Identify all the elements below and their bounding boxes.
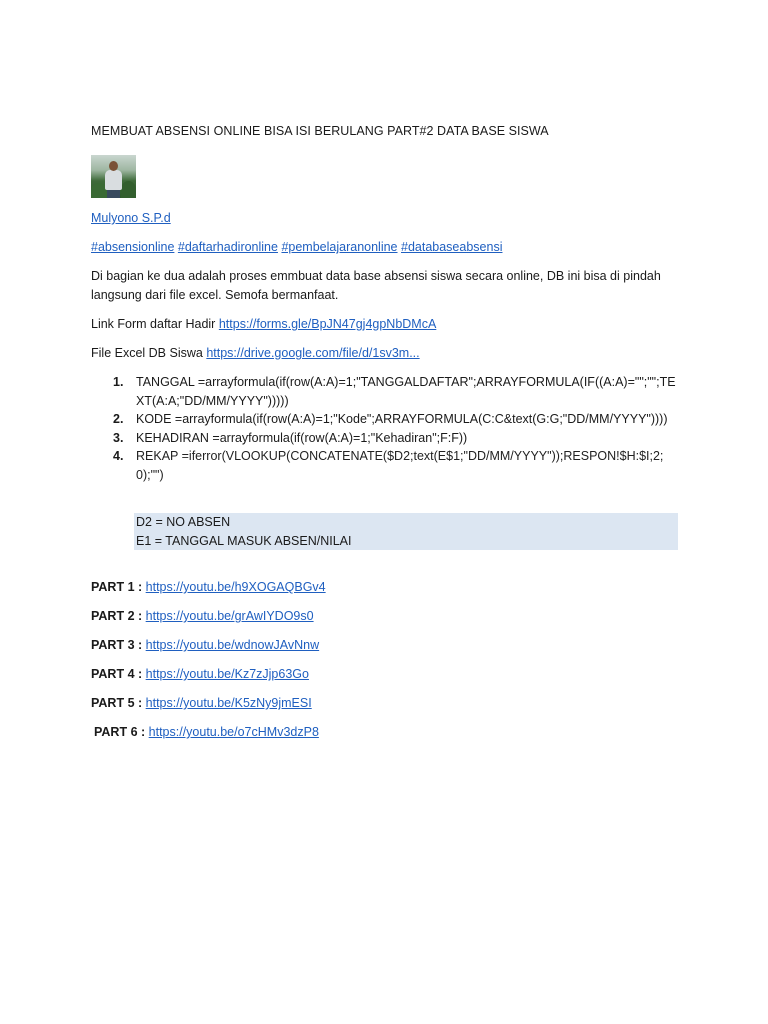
list-item-number: 1.	[113, 375, 124, 389]
part-label: PART 1 :	[91, 580, 143, 594]
part-row	[91, 609, 314, 623]
part-link[interactable]: https://youtu.be/K5zNy9jmESI	[145, 696, 312, 710]
part-label: PART 4 :	[91, 667, 143, 681]
list-item-text: TANGGAL =arrayformula(if(row(A:A)=1;"TANGGALDAFTAR";ARRAYFORMULA(IF((A:A)="";"";TEXT(A:A;"DD/MM/YYYY")))))	[136, 375, 676, 408]
part-link[interactable]: https://youtu.be/o7cHMv3dzP8	[148, 725, 319, 739]
hashtag-link[interactable]: #daftarhadironline	[177, 240, 278, 254]
list-item-number: 3.	[113, 430, 124, 445]
form-link-label: Link Form daftar Hadir	[91, 317, 216, 331]
part-label: PART 5 :	[91, 696, 143, 710]
part-label: PART 6 :	[94, 725, 146, 739]
part-row	[91, 667, 309, 681]
part-link[interactable]: https://youtu.be/Kz7zJjp63Go	[145, 667, 309, 681]
list-item-text: REKAP =iferror(VLOOKUP(CONCATENATE($D2;text(E$1;"DD/MM/YYYY"));RESPON!$H:$I;2;0);"")	[136, 449, 664, 482]
note-line: E1 = TANGGAL MASUK ABSEN/NILAI	[136, 533, 352, 548]
part-link[interactable]: https://youtu.be/grAwIYDO9s0	[145, 609, 314, 623]
author-link[interactable]: Mulyono S.P.d	[91, 211, 171, 225]
part-row	[91, 580, 326, 594]
note-box	[134, 513, 678, 550]
part-row	[91, 638, 319, 652]
list-item	[91, 410, 681, 429]
hashtag-link[interactable]: #databaseabsensi	[401, 240, 503, 254]
formula-list	[91, 373, 681, 484]
part-label: PART 3 :	[91, 638, 143, 652]
form-link-row	[91, 315, 436, 334]
part-link[interactable]: https://youtu.be/wdnowJAvNnw	[145, 638, 320, 652]
avatar-figure-head	[109, 161, 118, 171]
part-row	[91, 696, 312, 710]
intro-paragraph-line-1: Di bagian ke dua adalah proses emmbuat data base absensi siswa secara online, DB ini bisa di pindah	[91, 269, 661, 283]
hashtag-link[interactable]: #absensionline	[91, 240, 175, 254]
hashtag-row	[91, 238, 502, 257]
list-item	[91, 447, 681, 484]
page-title: MEMBUAT ABSENSI ONLINE BISA ISI BERULANG PART#2 DATA BASE SISWA	[91, 124, 549, 138]
part-row	[94, 725, 319, 739]
excel-link-row	[91, 344, 420, 363]
list-item-text: KEHADIRAN =arrayformula(if(row(A:A)=1;"Kehadiran";F:F))	[136, 430, 468, 445]
excel-link-label: File Excel DB Siswa	[91, 346, 203, 360]
form-link[interactable]: https://forms.gle/BpJN47gj4gpNbDMcA	[218, 317, 437, 331]
avatar-background-shrub	[121, 181, 136, 198]
list-item-number: 2.	[113, 412, 124, 426]
list-item	[91, 373, 681, 410]
excel-link[interactable]: https://drive.google.com/file/d/1sv3m...	[206, 346, 420, 360]
list-item-text: KODE =arrayformula(if(row(A:A)=1;"Kode";ARRAYFORMULA(C:C&text(G:G;"DD/MM/YYYY"))))	[136, 412, 668, 426]
list-item	[91, 429, 681, 448]
note-line: D2 = NO ABSEN	[136, 515, 231, 529]
author-avatar	[91, 155, 136, 198]
intro-paragraph-line-2: langsung dari file excel. Semofa bermanfaat.	[91, 288, 339, 302]
avatar-figure-torso	[105, 170, 122, 190]
part-label: PART 2 :	[91, 609, 143, 623]
hashtag-link[interactable]: #pembelajaranonline	[281, 240, 398, 254]
part-link[interactable]: https://youtu.be/h9XOGAQBGv4	[145, 580, 326, 594]
list-item-number: 4.	[113, 449, 124, 463]
